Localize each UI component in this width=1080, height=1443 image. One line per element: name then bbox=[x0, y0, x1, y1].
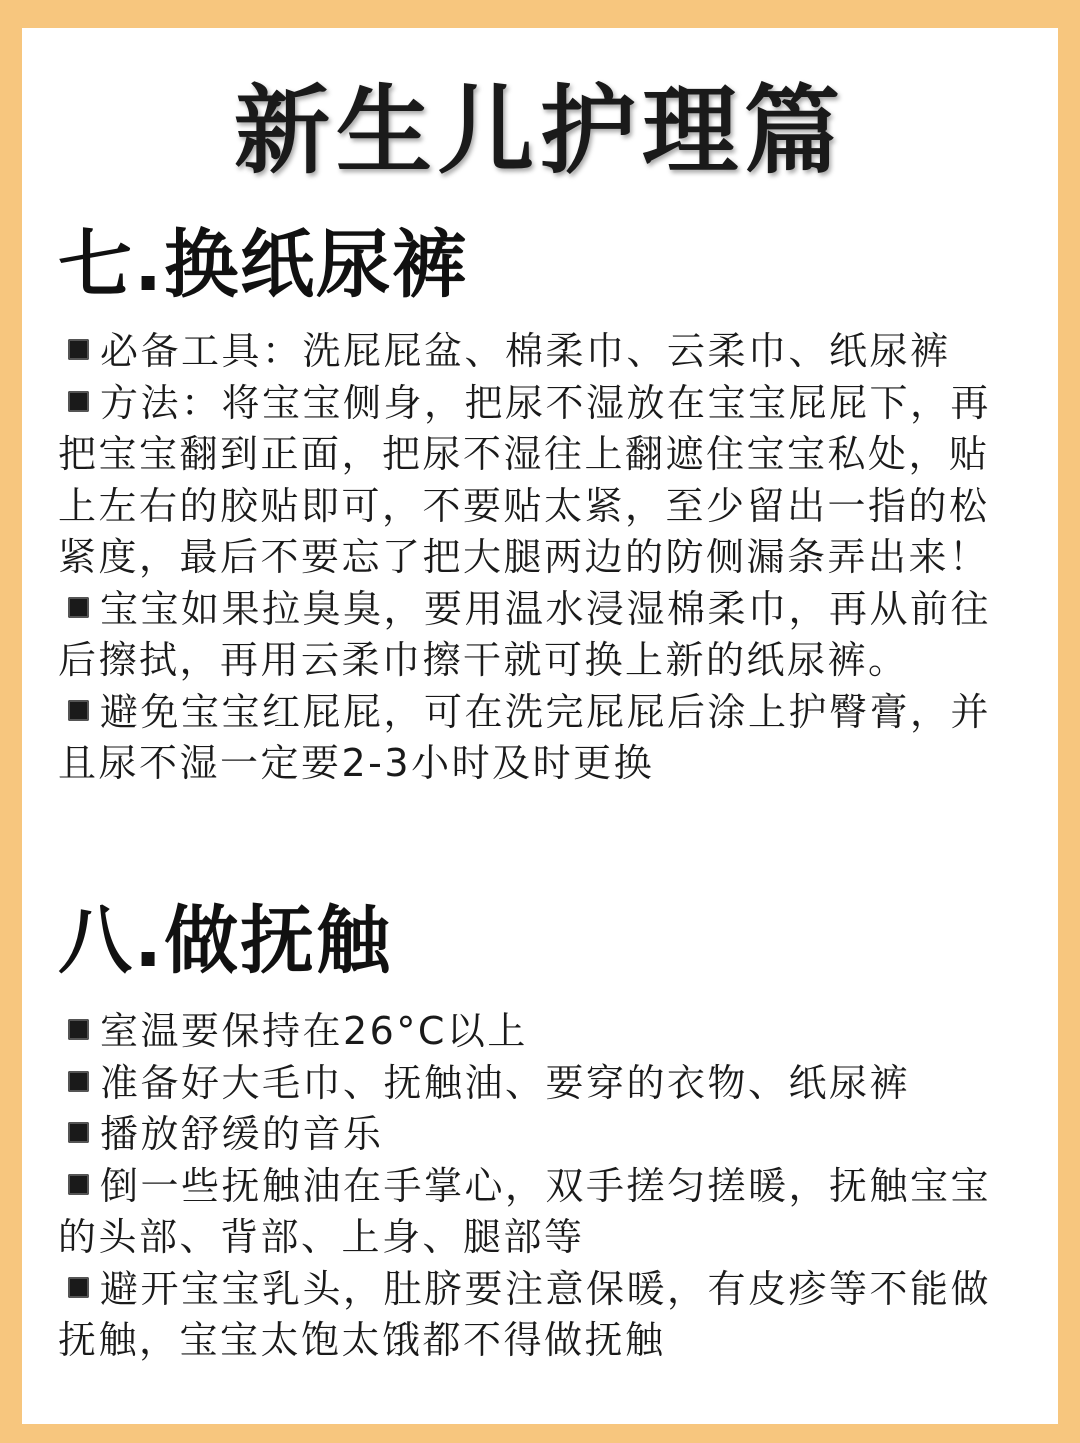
square-bullet-icon bbox=[68, 391, 89, 412]
list-item bbox=[58, 378, 1026, 584]
list-item bbox=[58, 584, 1026, 687]
list-item-text: 播放舒缓的音乐 bbox=[100, 1112, 384, 1156]
list-item bbox=[58, 1058, 1026, 1110]
list-item-text: 必备工具：洗屁屁盆、棉柔巾、云柔巾、纸尿裤 bbox=[100, 329, 951, 373]
section-body-massage bbox=[58, 1006, 1026, 1367]
list-item-text: 避免宝宝红屁屁，可在洗完屁屁后涂上护臀膏，并且尿不湿一定要2-3小时及时更换 bbox=[58, 689, 992, 785]
list-item bbox=[58, 1161, 1026, 1264]
list-item bbox=[58, 1109, 1026, 1161]
square-bullet-icon bbox=[68, 700, 89, 721]
list-item-text: 倒一些抚触油在手掌心，双手搓匀搓暖，抚触宝宝的头部、背部、上身、腿部等 bbox=[58, 1163, 992, 1259]
list-item bbox=[58, 1264, 1026, 1367]
list-item-text: 室温要保持在26°C以上 bbox=[100, 1009, 528, 1053]
list-item bbox=[58, 326, 1026, 378]
page-title: 新生儿护理篇 bbox=[234, 75, 846, 187]
square-bullet-icon bbox=[68, 1174, 89, 1195]
list-item-text: 方法：将宝宝侧身，把尿不湿放在宝宝屁屁下，再把宝宝翻到正面，把尿不湿往上翻遮住宝宝私处，贴上左右的胶贴即可，不要贴太紧，至少留出一指的松紧度，最后不要忘了把大腿两边的防侧漏条弄出来！ bbox=[58, 380, 992, 579]
square-bullet-icon bbox=[68, 1019, 89, 1040]
square-bullet-icon bbox=[68, 1122, 89, 1143]
square-bullet-icon bbox=[68, 339, 89, 360]
list-item-text: 准备好大毛巾、抚触油、要穿的衣物、纸尿裤 bbox=[100, 1060, 911, 1105]
square-bullet-icon bbox=[68, 1277, 89, 1298]
list-item-text: 宝宝如果拉臭臭，要用温水浸湿棉柔巾，再从前往后擦拭，再用云柔巾擦干就可换上新的纸尿裤。 bbox=[58, 586, 992, 682]
square-bullet-icon bbox=[68, 597, 89, 618]
section-heading-diaper: 七.换纸尿裤 bbox=[58, 222, 469, 308]
list-item bbox=[58, 687, 1026, 790]
content-card bbox=[22, 28, 1058, 1424]
list-item-text: 避开宝宝乳头，肚脐要注意保暖，有皮疹等不能做抚触，宝宝太饱太饿都不得做抚触 bbox=[58, 1266, 992, 1362]
section-body-diaper bbox=[58, 326, 1026, 790]
list-item bbox=[58, 1006, 1026, 1058]
section-heading-massage: 八.做抚触 bbox=[58, 898, 393, 984]
square-bullet-icon bbox=[68, 1071, 89, 1092]
